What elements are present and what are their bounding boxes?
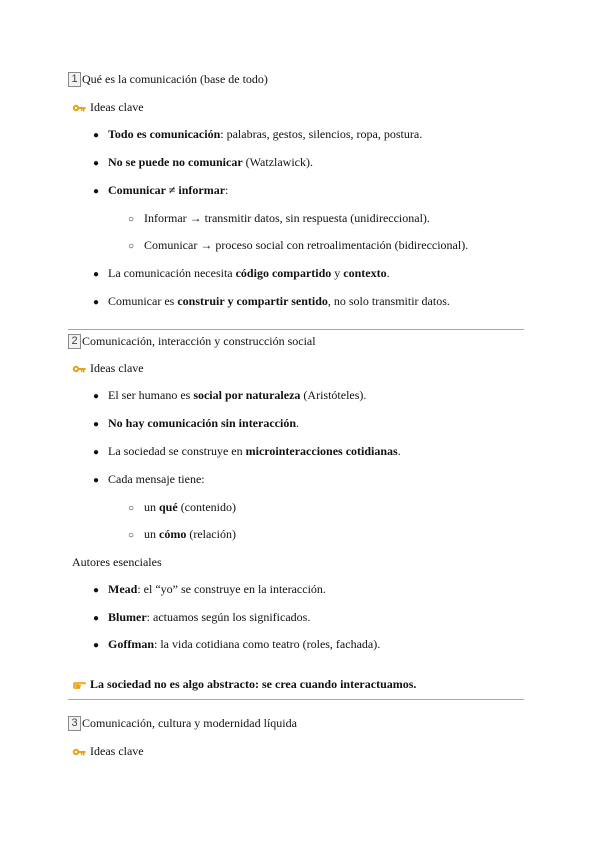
section-2-heading [68, 334, 316, 349]
sub-list-item: ○ un qué (contenido) [128, 500, 236, 514]
section-divider [68, 699, 524, 700]
key-icon [72, 102, 86, 114]
section-divider [68, 329, 524, 330]
list-item: ● Comunicar ≠ informar: [93, 183, 229, 197]
list-item: ● Goffman: la vida cotidiana como teatro (roles, fachada). [93, 637, 381, 651]
section-number-badge: 3 [68, 716, 81, 731]
section-number-badge: 2 [68, 334, 81, 349]
sub-list-item: ○ Comunicar → proceso social con retroalimentación (bidireccional). [128, 238, 469, 252]
section-title: Qué es la comunicación (base de todo) [82, 72, 268, 86]
list-item: ● Comunicar es construir y compartir sentido, no solo transmitir datos. [93, 294, 450, 308]
ideas-label-text: Ideas clave [90, 744, 144, 758]
section-3-heading [68, 716, 297, 731]
section-1-heading [68, 72, 268, 87]
list-item: ● No se puede no comunicar (Watzlawick). [93, 155, 314, 169]
section-title: Comunicación, cultura y modernidad líquida [82, 716, 297, 730]
section-number-badge: 1 [68, 72, 81, 87]
list-item: ● Blumer: actuamos según los significados. [93, 610, 311, 624]
ideas-clave-label [72, 100, 144, 115]
ideas-label-text: Ideas clave [90, 361, 144, 375]
list-item: ● El ser humano es social por naturaleza (Aristóteles). [93, 388, 367, 402]
list-item: ● La sociedad se construye en microinteracciones cotidianas. [93, 444, 401, 458]
ideas-clave-label [72, 361, 144, 376]
key-icon [72, 746, 86, 758]
list-item: ● La comunicación necesita código compartido y contexto. [93, 266, 390, 280]
list-item: ● Cada mensaje tiene: [93, 472, 205, 486]
sub-list-item: ○ un cómo (relación) [128, 527, 236, 541]
list-item: ● Todo es comunicación: palabras, gestos, silencios, ropa, postura. [93, 127, 423, 141]
section-title: Comunicación, interacción y construcción social [82, 334, 316, 348]
list-item: ● Mead: el “yo” se construye en la interacción. [93, 582, 326, 596]
ideas-clave-label [72, 744, 144, 759]
sub-list-item: ○ Informar → transmitir datos, sin respuesta (unidireccional). [128, 211, 430, 225]
key-takeaway [72, 677, 416, 692]
callout-text: La sociedad no es algo abstracto: se crea cuando interactuamos. [90, 677, 417, 691]
pointing-hand-icon [72, 679, 87, 691]
authors-label: Autores esenciales [72, 555, 162, 569]
list-item: ● No hay comunicación sin interacción. [93, 416, 299, 430]
key-icon [72, 363, 86, 375]
ideas-label-text: Ideas clave [90, 100, 144, 114]
